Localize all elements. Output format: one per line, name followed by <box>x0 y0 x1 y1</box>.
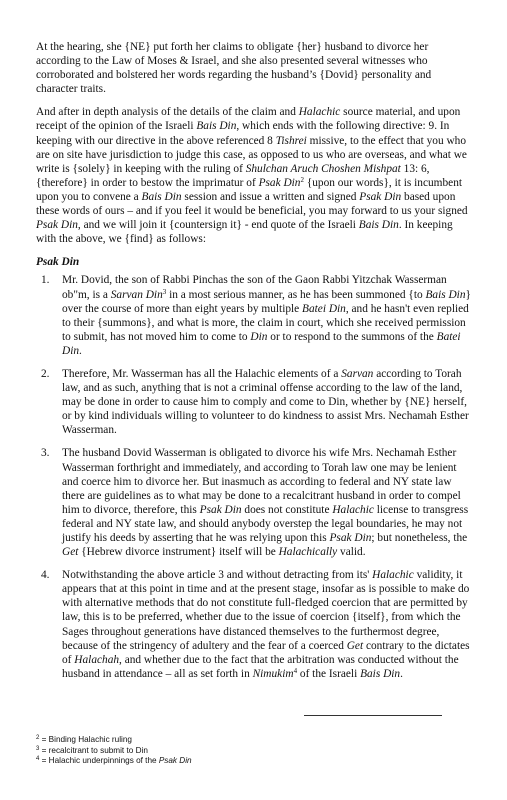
text-run: according to Torah law, and as such, anything that is not a criminal offense according to the law of the land, may be done in order to cause him to comply and come to Din, whether by {NE} herself, or by kind individuals willing to volunteer to do kindness to assist Mrs. Nechamah Esther Wasserman. <box>62 367 469 437</box>
footnote-ref: 2 <box>300 175 304 184</box>
footnote-marker: 3 <box>36 745 40 752</box>
text-run: validity, it appears that at this point in time and at the present stage, insofar as is possible to make do with alternative methods that do not constitute full-fledged coercion that are permitted by law, this is to be preferred, whether due to the issue of coercion {itself}, from which the Sages throughout generations have distanced themselves to the furthermost degree, because of the stringency of adultery and the fear of a coerced <box>62 569 470 652</box>
italic-term: Halachic <box>372 569 414 582</box>
italic-term: Halachic <box>332 503 374 516</box>
footnote-ref: 4 <box>293 666 298 675</box>
footnote-marker: 4 <box>36 756 40 762</box>
text-run: {upon our words}, it is incumbent upon you to convene a <box>36 176 463 203</box>
item-number: 1. <box>41 274 50 287</box>
text-run: of the Israeli <box>297 667 361 680</box>
text-run: does not constitute <box>241 503 333 516</box>
text-run: Notwithstanding the above article 3 and without detracting from its' <box>62 569 373 582</box>
text-run: And after in depth analysis of the details of the claim and <box>36 106 299 119</box>
italic-term: Halachic <box>298 106 341 119</box>
italic-term: Bais Din <box>141 190 182 203</box>
text-run: . In keeping with the above, we {find} as follows: <box>36 219 453 246</box>
italic-term: Psak Din <box>258 176 301 189</box>
text-run: license to transgress federal and NY state law, and should anybody overstep the legal boundaries, he may not justify his deeds by asserting that he was relying upon this <box>62 503 469 544</box>
text-run: The husband Dovid Wasserman is obligated to divorce his wife Mrs. Nechamah Esther Wasserman forthright and immediately, and according to Torah law one may be lenient and coerce him to divorce her. But inasmuch as according to federal and NY state law there are guidelines as to what may be done to a recalcitrant husband in order to compel him to divorce, therefore, this <box>62 447 461 516</box>
ruling-list <box>36 273 472 681</box>
footnote-italic: Psak Din <box>158 756 192 765</box>
text-run: source material, and upon receipt of the opinion of the Israeli <box>36 106 461 133</box>
footnote-ref: 3 <box>162 287 167 296</box>
text-run: Mr. Dovid, the son of Rabbi Pinchas the son of the Gaon Rabbi Yitzchak Wasserman ob"m, is a <box>62 274 447 301</box>
text-run: , and whether due to the fact that the arbitration was conducted without the husband in attendance – all as set forth in <box>62 653 459 680</box>
italic-term: Psak Din <box>359 190 402 203</box>
italic-term: Bais Din <box>425 288 466 301</box>
italic-term: Psak Din <box>199 503 242 516</box>
footnote-text: = Binding Halachic ruling <box>39 735 132 744</box>
text-run: missive, to the effect that you who are on site have jurisdiction to judge this case, as opposed to us who are overseas, and what we write is {solely} in keeping with the ruling of <box>36 134 467 175</box>
text-run: or to respond to the summons of the <box>267 330 437 343</box>
italic-term: Psak Din <box>329 532 372 544</box>
document-body <box>36 40 472 690</box>
text-run: Therefore, Mr. Wasserman has all the Halachic elements of a <box>62 367 342 380</box>
text-run: ; but nonetheless, the <box>371 532 468 544</box>
text-run: , and we will join it {countersign it} - end quote of the Israeli <box>77 219 359 232</box>
italic-term: Sarvan <box>341 367 374 380</box>
text-run: based upon these words of ours – and if you feel it would be beneficial, you may forward to us your signed <box>36 190 468 218</box>
footnote-text: = Halachic underpinnings of the <box>39 756 159 765</box>
text-run: valid. <box>337 546 366 559</box>
footnote-3 <box>36 746 192 757</box>
italic-term: Get <box>62 546 79 559</box>
ruling-item-2 <box>36 367 472 437</box>
item-number: 4. <box>41 569 50 582</box>
footnotes <box>36 735 192 767</box>
text-run: , and he hasn't even replied to their {summons}, and what is more, the claim in court, which she received permission to submit, has not moved him to come to <box>62 302 469 343</box>
italic-term: Shulchan Aruch Choshen Mishpat <box>245 162 401 175</box>
text-run: . <box>79 344 82 357</box>
italic-term: Get <box>346 639 364 652</box>
footnote-text: = recalcitrant to submit to Din <box>39 745 148 755</box>
ruling-item-3 <box>36 446 472 559</box>
italic-term: Halachah <box>74 653 120 666</box>
italic-term: Batei Din <box>62 330 461 357</box>
italic-term: Psak Din <box>36 219 78 232</box>
footnote-marker: 2 <box>36 735 40 741</box>
italic-term: Bais Din <box>196 120 237 133</box>
item-number: 2. <box>41 367 50 380</box>
italic-term: Batei Din <box>302 302 346 315</box>
italic-term: Halachically <box>278 546 338 559</box>
footnote-divider <box>304 715 442 716</box>
section-heading: Psak Din <box>36 256 80 269</box>
paragraph-analysis <box>36 105 472 246</box>
text-run: in a most serious manner, as he has been summoned {to <box>166 288 426 301</box>
item-number: 3. <box>41 447 50 460</box>
italic-term: Tishrei <box>275 134 307 147</box>
ruling-item-4 <box>36 568 472 681</box>
footnote-2 <box>36 735 192 746</box>
text-run: contrary to the dictates of <box>62 639 470 666</box>
text-run: session and issue a written and signed <box>181 190 360 203</box>
text-run: {Hebrew divorce instrument} itself will be <box>78 546 279 559</box>
italic-term: Din <box>250 330 268 343</box>
italic-term: Nimukim <box>252 667 294 680</box>
paragraph-hearing: At the hearing, she {NE} put forth her claims to obligate {her} husband to divorce her according to the Law of Moses & Israel, and she also presented several witnesses who corroborated and bolstered her words regarding the husband’s {Dovid} personality and character traits. <box>36 41 432 96</box>
text-run: } over the course of more than eight years by multiple <box>62 288 471 315</box>
text-run: . <box>400 667 403 680</box>
ruling-item-1 <box>36 273 472 358</box>
italic-term: Bais Din <box>360 667 401 680</box>
text-run: , which ends with the following directive: 9. In keeping with our directive in the above referenced 8 <box>36 120 450 147</box>
text-run: 13: 6, {therefore} in order to bestow the imprimatur of <box>36 162 430 189</box>
italic-term: Bais Din <box>358 219 399 232</box>
footnote-4 <box>36 756 192 767</box>
italic-term: Sarvan Din <box>110 288 163 301</box>
